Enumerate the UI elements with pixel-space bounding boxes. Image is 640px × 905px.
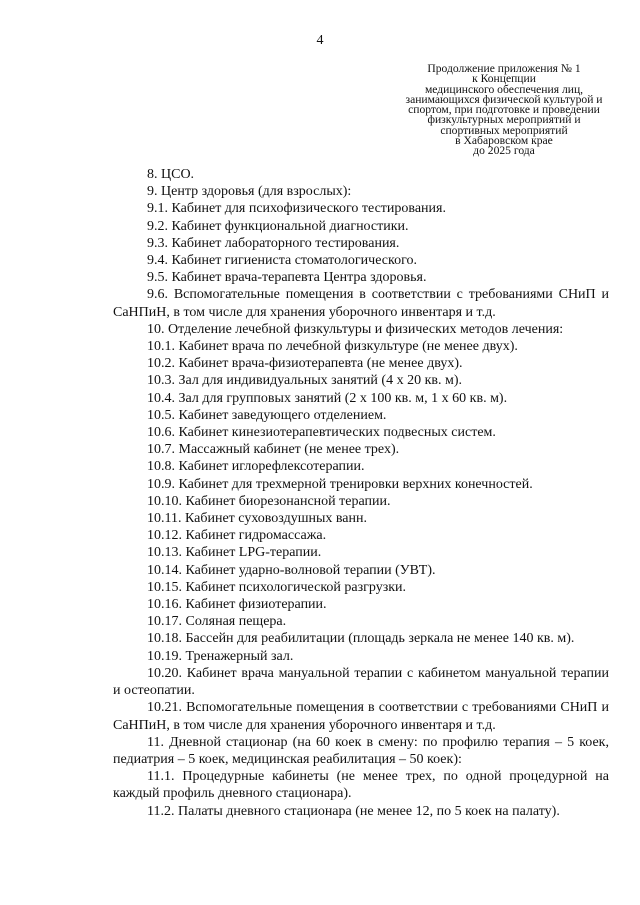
list-item: 10.2. Кабинет врача-физиотерапевта (не менее двух). bbox=[147, 356, 463, 372]
list-item: 8. ЦСО. bbox=[147, 167, 195, 182]
list-item: 10.21. Вспомогательные помещения в соответствии с требованиями СНиП и СаНПиН, в том числе для хранения уборочного инвентаря и т.д. bbox=[113, 700, 609, 733]
document-body bbox=[113, 166, 609, 820]
list-item: 9.2. Кабинет функциональной диагностики. bbox=[147, 218, 409, 234]
list-item: 10.16. Кабинет физиотерапии. bbox=[147, 597, 327, 613]
list-item: 10.19. Тренажерный зал. bbox=[147, 648, 294, 664]
appendix-header bbox=[384, 64, 624, 157]
header-line: спортом, при подготовке и проведении bbox=[408, 103, 600, 117]
list-item: 10.17. Соляная пещера. bbox=[147, 614, 287, 630]
list-item: 9.1. Кабинет для психофизического тестирования. bbox=[147, 201, 446, 217]
list-item: 10.5. Кабинет заведующего отделением. bbox=[147, 407, 387, 423]
list-item: 9.5. Кабинет врача-терапевта Центра здоровья. bbox=[147, 270, 427, 286]
list-item: 10.15. Кабинет психологической разгрузки. bbox=[147, 579, 407, 595]
header-line: медицинского обеспечения лиц, bbox=[424, 82, 584, 96]
list-item: 10.6. Кабинет кинезиотерапевтических подвесных систем. bbox=[147, 425, 496, 441]
list-item: 11. Дневной стационар (на 60 коек в смену: по профилю терапия – 5 коек, педиатрия – 5 коек, медицинская реабилитация – 50 коек): bbox=[113, 734, 609, 767]
list-item: 10.12. Кабинет гидромассажа. bbox=[147, 528, 327, 544]
list-item: 10.13. Кабинет LPG-терапии. bbox=[147, 545, 322, 561]
list-item: 10.20. Кабинет врача мануальной терапии с кабинетом мануальной терапии и остеопатии. bbox=[113, 665, 609, 699]
list-item: 10.7. Массажный кабинет (не менее трех). bbox=[147, 442, 400, 458]
list-item: 10.1. Кабинет врача по лечебной физкультуре (не менее двух). bbox=[147, 339, 518, 355]
list-item: 10.4. Зал для групповых занятий (2 х 100 кв. м, 1 х 60 кв. м). bbox=[147, 390, 508, 406]
list-item: 9.3. Кабинет лабораторного тестирования. bbox=[147, 235, 400, 251]
header-line: до 2025 года bbox=[473, 144, 535, 158]
list-item: 10.9. Кабинет для трехмерной тренировки верхних конечностей. bbox=[147, 476, 533, 492]
list-item: 10.14. Кабинет ударно-волновой терапии (УВТ). bbox=[147, 562, 436, 578]
header-line: Продолжение приложения № 1 bbox=[427, 62, 581, 75]
list-item: 9.6. Вспомогательные помещения в соответствии с требованиями СНиП и СаНПиН, в том числе для хранения уборочного инвентаря и т.д. bbox=[113, 287, 609, 320]
list-item: 11.1. Процедурные кабинеты (не менее трех, по одной процедурной на каждый профиль дневного стационара). bbox=[113, 769, 609, 802]
list-item: 10.18. Бассейн для реабилитации (площадь зеркала не менее 140 кв. м). bbox=[147, 631, 575, 647]
list-item: 10.11. Кабинет суховоздушных ванн. bbox=[147, 511, 368, 527]
header-line: физкультурных мероприятий и bbox=[427, 113, 581, 127]
list-item: 10.3. Зал для индивидуальных занятий (4 х 20 кв. м). bbox=[147, 373, 463, 389]
header-line: к Концепции bbox=[472, 72, 536, 86]
list-item: 9. Центр здоровья (для взрослых): bbox=[147, 184, 352, 200]
page-number: 4 bbox=[316, 33, 324, 48]
list-item: 10.8. Кабинет иглорефлексотерапии. bbox=[147, 459, 365, 475]
header-line: спортивных мероприятий bbox=[440, 123, 568, 137]
list-item: 10.10. Кабинет биорезонансной терапии. bbox=[147, 493, 391, 509]
list-item: 10. Отделение лечебной физкультуры и физических методов лечения: bbox=[147, 321, 564, 337]
list-item: 9.4. Кабинет гигиениста стоматологического. bbox=[147, 253, 417, 269]
list-item: 11.2. Палаты дневного стационара (не менее 12, по 5 коек на палату). bbox=[147, 803, 560, 819]
header-line: в Хабаровском крае bbox=[455, 134, 553, 148]
header-line: занимающихся физической культурой и bbox=[405, 92, 603, 106]
